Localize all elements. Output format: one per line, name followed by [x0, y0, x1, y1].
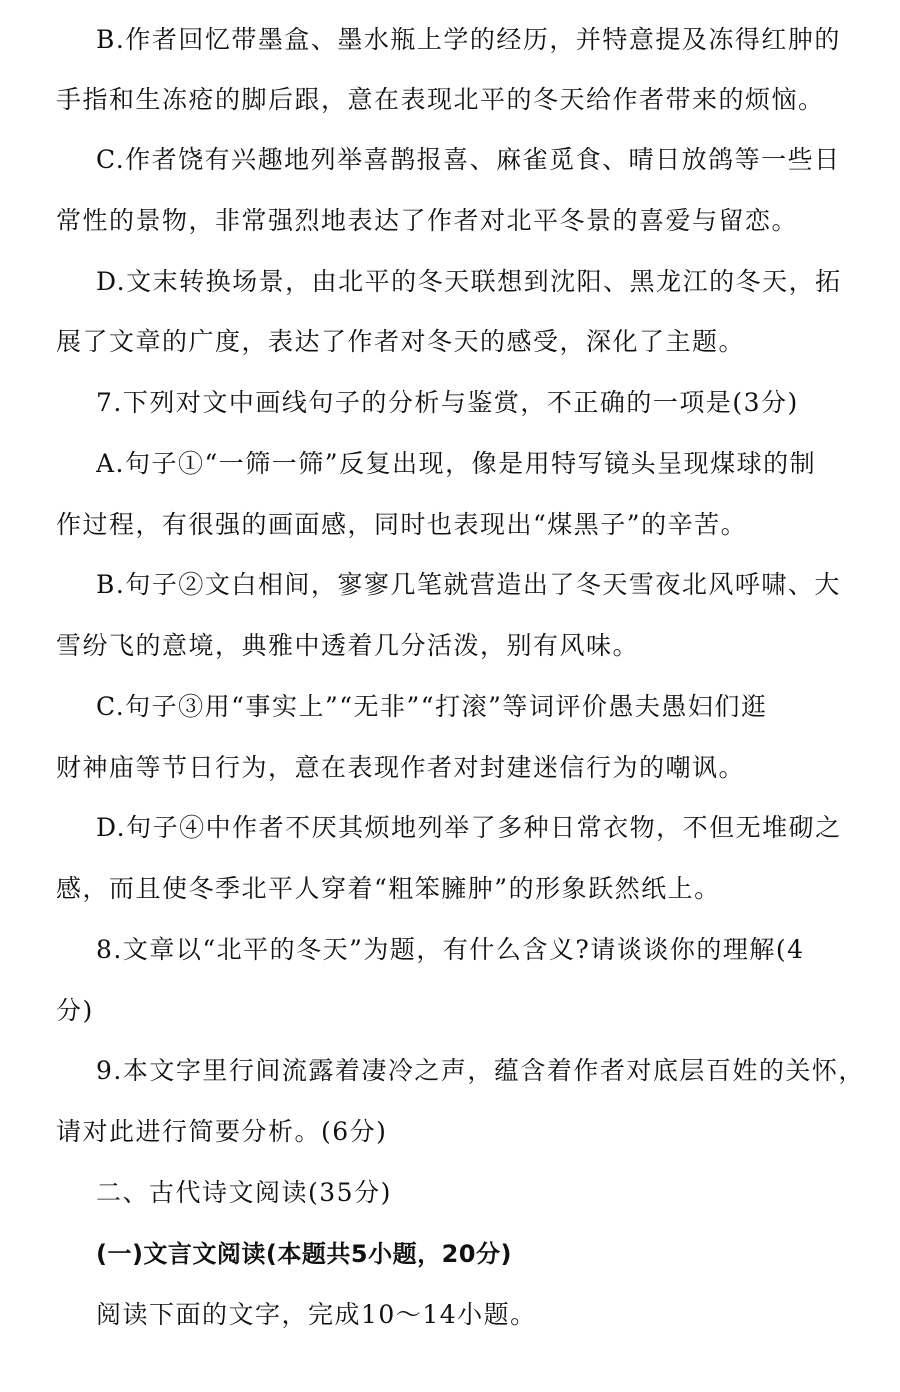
- option-c-line-2: 常性的景物，非常强烈地表达了作者对北平冬景的喜爱与留恋。: [56, 206, 799, 235]
- question-8-line-2: 分): [56, 996, 94, 1025]
- question-7-stem: 7.下列对文中画线句子的分析与鉴赏，不正确的一项是(3分): [96, 388, 799, 417]
- option-b-line-1: B.作者回忆带墨盒、墨水瓶上学的经历，并特意提及冻得红肿的: [96, 25, 841, 54]
- q7-option-d-line-2: 感，而且使冬季北平人穿着“粗笨臃肿”的形象跃然纸上。: [56, 874, 721, 903]
- option-b-line-2: 手指和生冻疮的脚后跟，意在表现北平的冬天给作者带来的烦恼。: [56, 85, 825, 114]
- question-8-line-1: 8.文章以“北平的冬天”为题，有什么含义?请谈谈你的理解(4: [96, 935, 805, 964]
- q7-option-b-line-1: B.句子②文白相间，寥寥几笔就营造出了冬天雪夜北风呼啸、大: [96, 570, 841, 599]
- option-d-line-1: D.文末转换场景，由北平的冬天联想到沈阳、黑龙江的冬天，拓: [96, 267, 842, 296]
- q7-option-b-line-2: 雪纷飞的意境，典雅中透着几分活泼，别有风味。: [56, 631, 640, 660]
- reading-instruction: 阅读下面的文字，完成10～14小题。: [96, 1300, 537, 1329]
- subsection-heading: (一)文言文阅读(本题共5小题，20分): [96, 1240, 512, 1268]
- q7-option-d-line-1: D.句子④中作者不厌其烦地列举了多种日常衣物，不但无堆砌之: [96, 813, 842, 842]
- question-9-line-2: 请对此进行简要分析。(6分): [56, 1117, 388, 1146]
- q7-option-a-line-2: 作过程，有很强的画面感，同时也表现出“煤黑子”的辛苦。: [56, 510, 748, 539]
- question-9-line-1: 9.本文字里行间流露着凄冷之声，蕴含着作者对底层百姓的关怀，: [96, 1056, 865, 1085]
- section-heading: 二、古代诗文阅读(35分): [96, 1178, 392, 1207]
- option-c-line-1: C.作者饶有兴趣地列举喜鹊报喜、麻雀觅食、晴日放鸽等一些日: [96, 145, 841, 174]
- q7-option-c-line-2: 财神庙等节日行为，意在表现作者对封建迷信行为的嘲讽。: [56, 753, 746, 782]
- option-d-line-2: 展了文章的广度，表达了作者对冬天的感受，深化了主题。: [56, 327, 746, 356]
- q7-option-a-line-1: A.句子①“一筛一筛”反复出现，像是用特写镜头呈现煤球的制: [96, 449, 817, 478]
- q7-option-c-line-1: C.句子③用“事实上”“无非”“打滚”等词评价愚夫愚妇们逛: [96, 692, 768, 721]
